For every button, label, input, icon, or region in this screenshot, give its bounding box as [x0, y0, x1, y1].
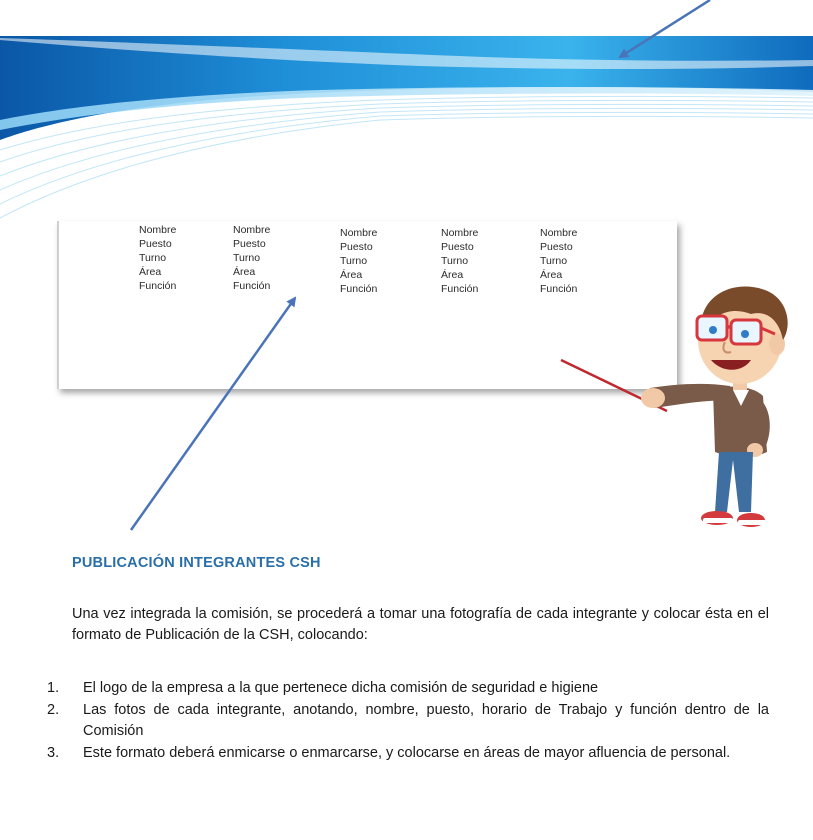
member-position-label: Puesto	[441, 241, 474, 253]
intro-paragraph: Una vez integrada la comisión, se procederá a tomar una fotografía de cada integrante y colocar ésta en el formato de Publicación de la CSH, colocando:	[72, 606, 769, 643]
member-shift-label: Turno	[441, 255, 469, 267]
list-item-text: El logo de la empresa a la que pertenece dicha comisión de seguridad e higiene	[83, 680, 599, 696]
member-name-label: Nombre	[441, 227, 479, 239]
member-card	[233, 223, 270, 293]
member-area-label: Área	[340, 269, 363, 281]
member-card	[340, 226, 377, 296]
section-title: PUBLICACIÓN INTEGRANTES CSH	[72, 555, 321, 571]
list-item	[47, 700, 769, 742]
member-name-label: Nombre	[540, 227, 578, 239]
member-position-label: Puesto	[340, 241, 373, 253]
list-item-text: Las fotos de cada integrante, anotando, nombre, puesto, horario de Trabajo y función dentro de la Comisión	[83, 702, 769, 739]
member-shift-label: Turno	[233, 252, 261, 264]
member-position-label: Puesto	[540, 241, 573, 253]
member-function-label: Función	[139, 280, 177, 292]
member-function-label: Función	[340, 283, 378, 295]
member-area-label: Área	[441, 269, 464, 281]
steps-list	[47, 678, 769, 765]
list-item-text: Este formato deberá enmicarse o enmarcarse, y colocarse en áreas de mayor afluencia de personal.	[83, 745, 731, 761]
member-shift-label: Turno	[540, 255, 568, 267]
member-name-label: Nombre	[233, 224, 271, 236]
member-shift-label: Turno	[340, 255, 368, 267]
teacher-illustration	[555, 280, 795, 540]
member-name-label: Nombre	[139, 224, 177, 236]
member-function-label: Función	[441, 283, 479, 295]
member-card	[441, 226, 478, 296]
list-item	[47, 678, 769, 699]
member-shift-label: Turno	[139, 252, 167, 264]
member-area-label: Área	[233, 266, 256, 278]
member-function-label: Función	[540, 283, 578, 295]
member-position-label: Puesto	[139, 238, 172, 250]
member-function-label: Función	[233, 280, 271, 292]
member-card	[139, 223, 176, 293]
list-item-number: 3.	[47, 745, 60, 761]
list-item	[47, 743, 769, 764]
member-area-label: Área	[139, 266, 162, 278]
member-position-label: Puesto	[233, 238, 266, 250]
member-area-label: Área	[540, 269, 563, 281]
list-item-number: 2.	[47, 702, 60, 718]
list-item-number: 1.	[47, 680, 60, 696]
member-name-label: Nombre	[340, 227, 378, 239]
header-swoosh	[0, 0, 813, 230]
